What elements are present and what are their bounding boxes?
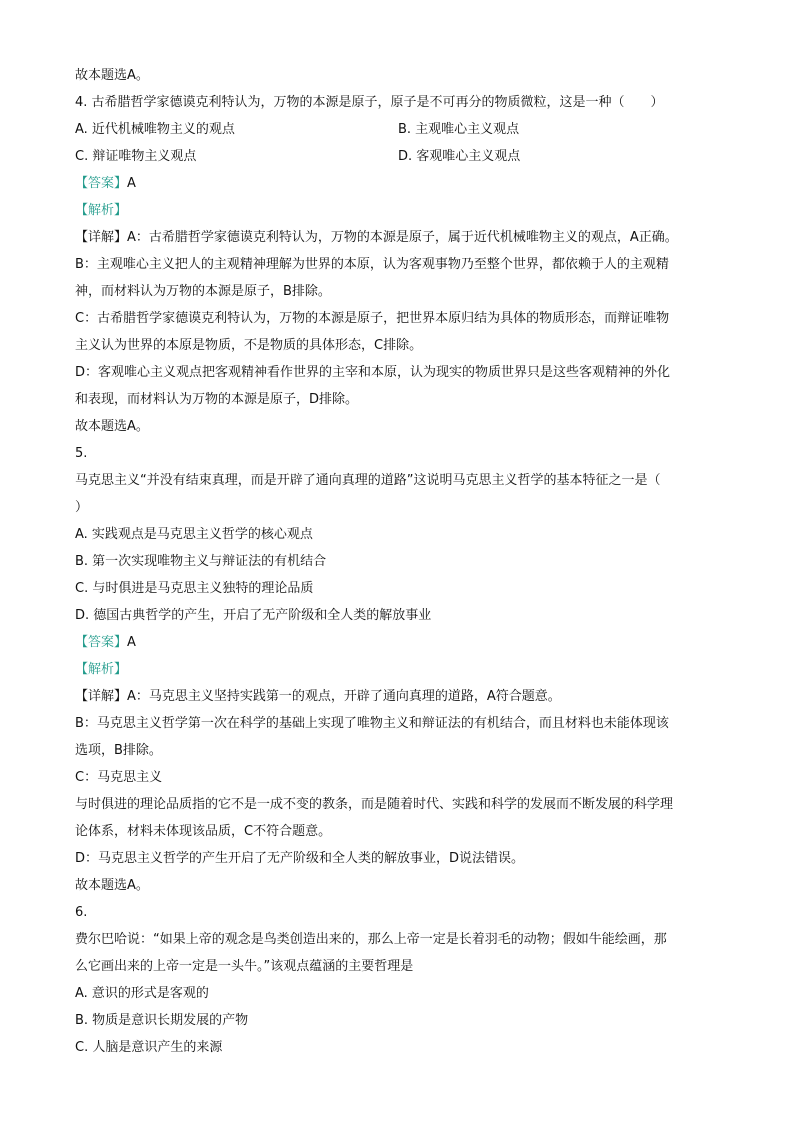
- question-5-option-d: D. 德国古典哲学的产生，开启了无产阶级和全人类的解放事业: [75, 608, 432, 623]
- question-5-explanation-line: D：马克思主义哲学的产生开启了无产阶级和全人类的解放事业，D说法错误。: [75, 851, 525, 866]
- question-5-explanation-line: 论体系，材料未体现该品质，C不符合题意。: [75, 824, 332, 839]
- question-5-option-c: C. 与时俱进是马克思主义独特的理论品质: [75, 581, 314, 596]
- question-4-explanation-line: 神，而材料认为万物的本源是原子，B排除。: [75, 284, 331, 299]
- question-4-options-row-1: [75, 116, 723, 143]
- question-4-options-row-2: [75, 143, 723, 170]
- question-5-stem-end: ）: [75, 500, 89, 515]
- question-4-detail-line: [75, 224, 723, 251]
- answer-tag: 【答案】: [75, 176, 128, 191]
- question-4-analysis-heading: [75, 197, 723, 224]
- question-5-explanation-line: B：马克思主义哲学第一次在科学的基础上实现了唯物主义和辩证法的有机结合，而且材料也未能体现该: [75, 716, 669, 731]
- detail-tag: 【详解】: [75, 689, 128, 704]
- detail-text: A：马克思主义坚持实践第一的观点，开辟了通向真理的道路，A符合题意。: [127, 689, 561, 704]
- detail-text: A：古希腊哲学家德谟克利特认为，万物的本源是原子，属于近代机械唯物主义的观点，A正确。: [127, 230, 678, 245]
- question-5-explanation-line: 与时俱进的理论品质指的它不是一成不变的教条，而是随着时代、实践和科学的发展而不断发展的科学理: [75, 797, 674, 812]
- question-6-option-a: A. 意识的形式是客观的: [75, 986, 209, 1001]
- question-5-option-a: A. 实践观点是马克思主义哲学的核心观点: [75, 527, 313, 542]
- question-6-option-c: C. 人脑是意识产生的来源: [75, 1040, 223, 1055]
- question-4-option-d: D. 客观唯心主义观点: [398, 149, 521, 164]
- question-6-stem: 费尔巴哈说：“如果上帝的观念是鸟类创造出来的，那么上帝一定是长着羽毛的动物；假如牛能绘画，那: [75, 932, 667, 947]
- analysis-tag: 【解析】: [75, 662, 128, 677]
- question-5-number: 5.: [75, 446, 88, 461]
- question-4-option-a: A. 近代机械唯物主义的观点: [75, 122, 235, 137]
- page-content: [75, 62, 723, 1061]
- question-5-answer: [75, 629, 723, 656]
- conclusion-line: 故本题选A。: [75, 419, 149, 434]
- detail-tag: 【详解】: [75, 230, 128, 245]
- conclusion-line: 故本题选A。: [75, 878, 149, 893]
- question-4-option-c: C. 辩证唯物主义观点: [75, 149, 197, 164]
- question-5-analysis-heading: [75, 656, 723, 683]
- question-4-explanation-line: D：客观唯心主义观点把客观精神看作世界的主宰和本原，认为现实的物质世界只是这些客观精神的外化: [75, 365, 671, 380]
- question-6-number: 6.: [75, 905, 88, 920]
- conclusion-line: 故本题选A。: [75, 68, 149, 83]
- question-4-explanation-line: 主义认为世界的本原是物质，不是物质的具体形态，C排除。: [75, 338, 423, 353]
- question-4-explanation-line: B：主观唯心主义把人的主观精神理解为世界的本原，认为客观事物乃至整个世界，都依赖于人的主观精: [75, 257, 669, 272]
- question-4-stem: 4. 古希腊哲学家德谟克利特认为，万物的本源是原子，原子是不可再分的物质微粒，这是一种（ ）: [75, 95, 664, 110]
- answer-value: A: [127, 176, 136, 191]
- answer-tag: 【答案】: [75, 635, 128, 650]
- question-4-answer: [75, 170, 723, 197]
- question-5-explanation-line: C：马克思主义: [75, 770, 163, 785]
- question-4-explanation-line: C：古希腊哲学家德谟克利特认为，万物的本源是原子，把世界本原归结为具体的物质形态，而辩证唯物: [75, 311, 670, 326]
- question-5-detail-line: [75, 683, 723, 710]
- answer-value: A: [127, 635, 136, 650]
- question-4-explanation-line: 和表现，而材料认为万物的本源是原子，D排除。: [75, 392, 359, 407]
- question-5-explanation-line: 选项，B排除。: [75, 743, 162, 758]
- question-4-option-b: B. 主观唯心主义观点: [398, 122, 520, 137]
- question-6-stem: 么它画出来的上帝一定是一头牛。”该观点蕴涵的主要哲理是: [75, 959, 414, 974]
- question-5-option-b: B. 第一次实现唯物主义与辩证法的有机结合: [75, 554, 327, 569]
- question-6-option-b: B. 物质是意识长期发展的产物: [75, 1013, 249, 1028]
- question-5-stem: 马克思主义“并没有结束真理，而是开辟了通向真理的道路”这说明马克思主义哲学的基本特征之一是（: [75, 473, 661, 488]
- analysis-tag: 【解析】: [75, 203, 128, 218]
